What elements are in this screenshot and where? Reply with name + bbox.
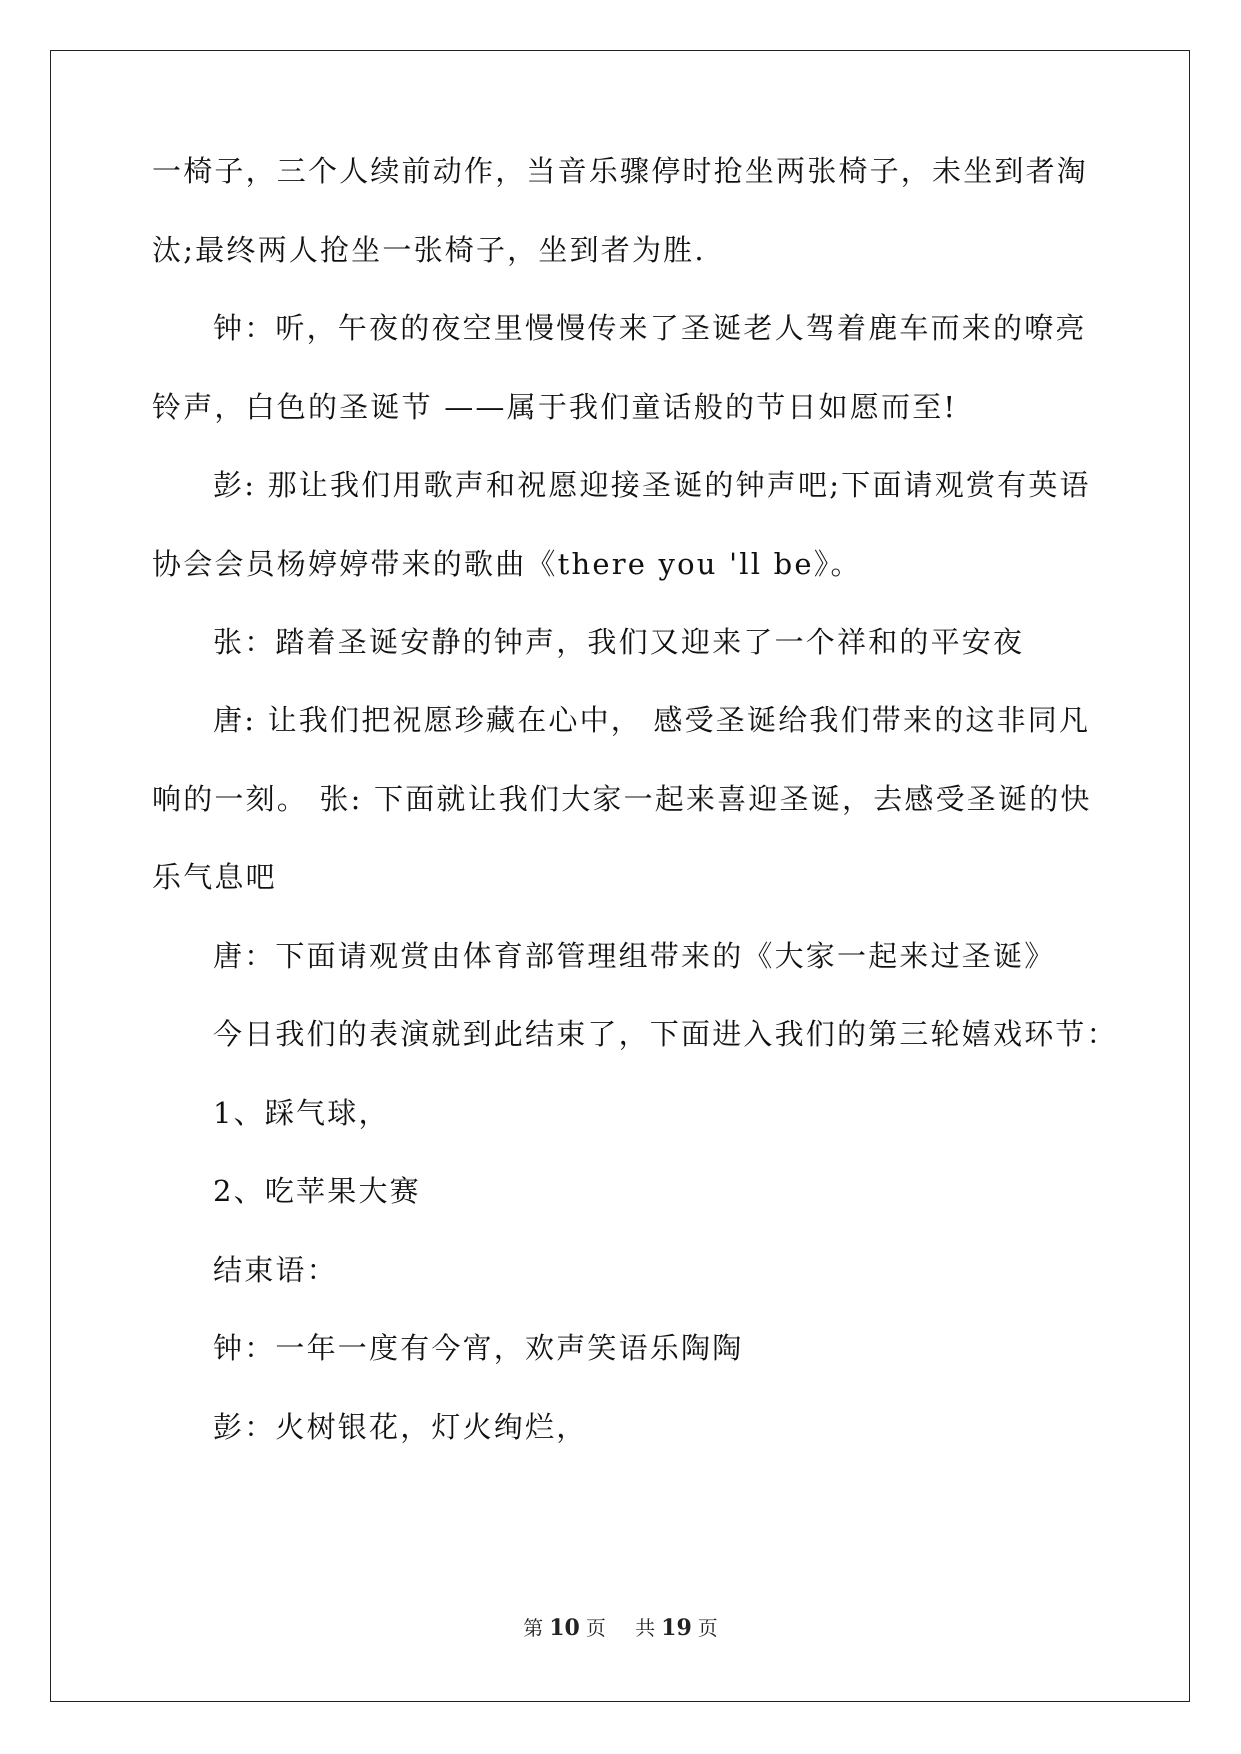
page-footer bbox=[0, 1614, 1241, 1642]
page-total: 共 19 页 bbox=[635, 1615, 718, 1641]
body-line-7: 张：踏着圣诞安静的钟声，我们又迎来了一个祥和的平安夜 bbox=[213, 625, 1025, 659]
body-line-6: 协会会员杨婷婷带来的歌曲《there you 'll be》。 bbox=[152, 547, 862, 581]
body-line-10: 乐气息吧 bbox=[152, 860, 277, 894]
body-line-14: 2、吃苹果大赛 bbox=[213, 1174, 421, 1208]
body-line-15: 结束语： bbox=[213, 1253, 338, 1287]
body-line-4: 铃声，白色的圣诞节 ——属于我们童话般的节日如愿而至! bbox=[152, 390, 958, 424]
body-line-13: 1、踩气球， bbox=[213, 1096, 390, 1130]
body-line-2: 汰;最终两人抢坐一张椅子，坐到者为胜. bbox=[152, 233, 706, 267]
body-line-9: 响的一刻。 张: 下面就让我们大家一起来喜迎圣诞，去感受圣诞的快 bbox=[152, 782, 1092, 816]
body-line-17: 彭：火树银花，灯火绚烂， bbox=[213, 1410, 588, 1444]
body-line-5: 彭: 那让我们用歌声和祝愿迎接圣诞的钟声吧;下面请观赏有英语 bbox=[213, 468, 1091, 502]
body-line-3: 钟：听，午夜的夜空里慢慢传来了圣诞老人驾着鹿车而来的嘹亮 bbox=[213, 311, 1087, 345]
body-line-16: 钟：一年一度有今宵，欢声笑语乐陶陶 bbox=[213, 1331, 744, 1365]
body-line-8: 唐: 让我们把祝愿珍藏在心中， 感受圣诞给我们带来的这非同凡 bbox=[213, 703, 1091, 737]
body-line-1: 一椅子，三个人续前动作，当音乐骤停时抢坐两张椅子，未坐到者淘 bbox=[152, 154, 1089, 188]
body-line-12: 今日我们的表演就到此结束了，下面进入我们的第三轮嬉戏环节： bbox=[213, 1017, 1118, 1051]
body-line-11: 唐：下面请观赏由体育部管理组带来的《大家一起来过圣诞》 bbox=[213, 939, 1056, 973]
page-number: 第 10 页 bbox=[523, 1615, 606, 1641]
